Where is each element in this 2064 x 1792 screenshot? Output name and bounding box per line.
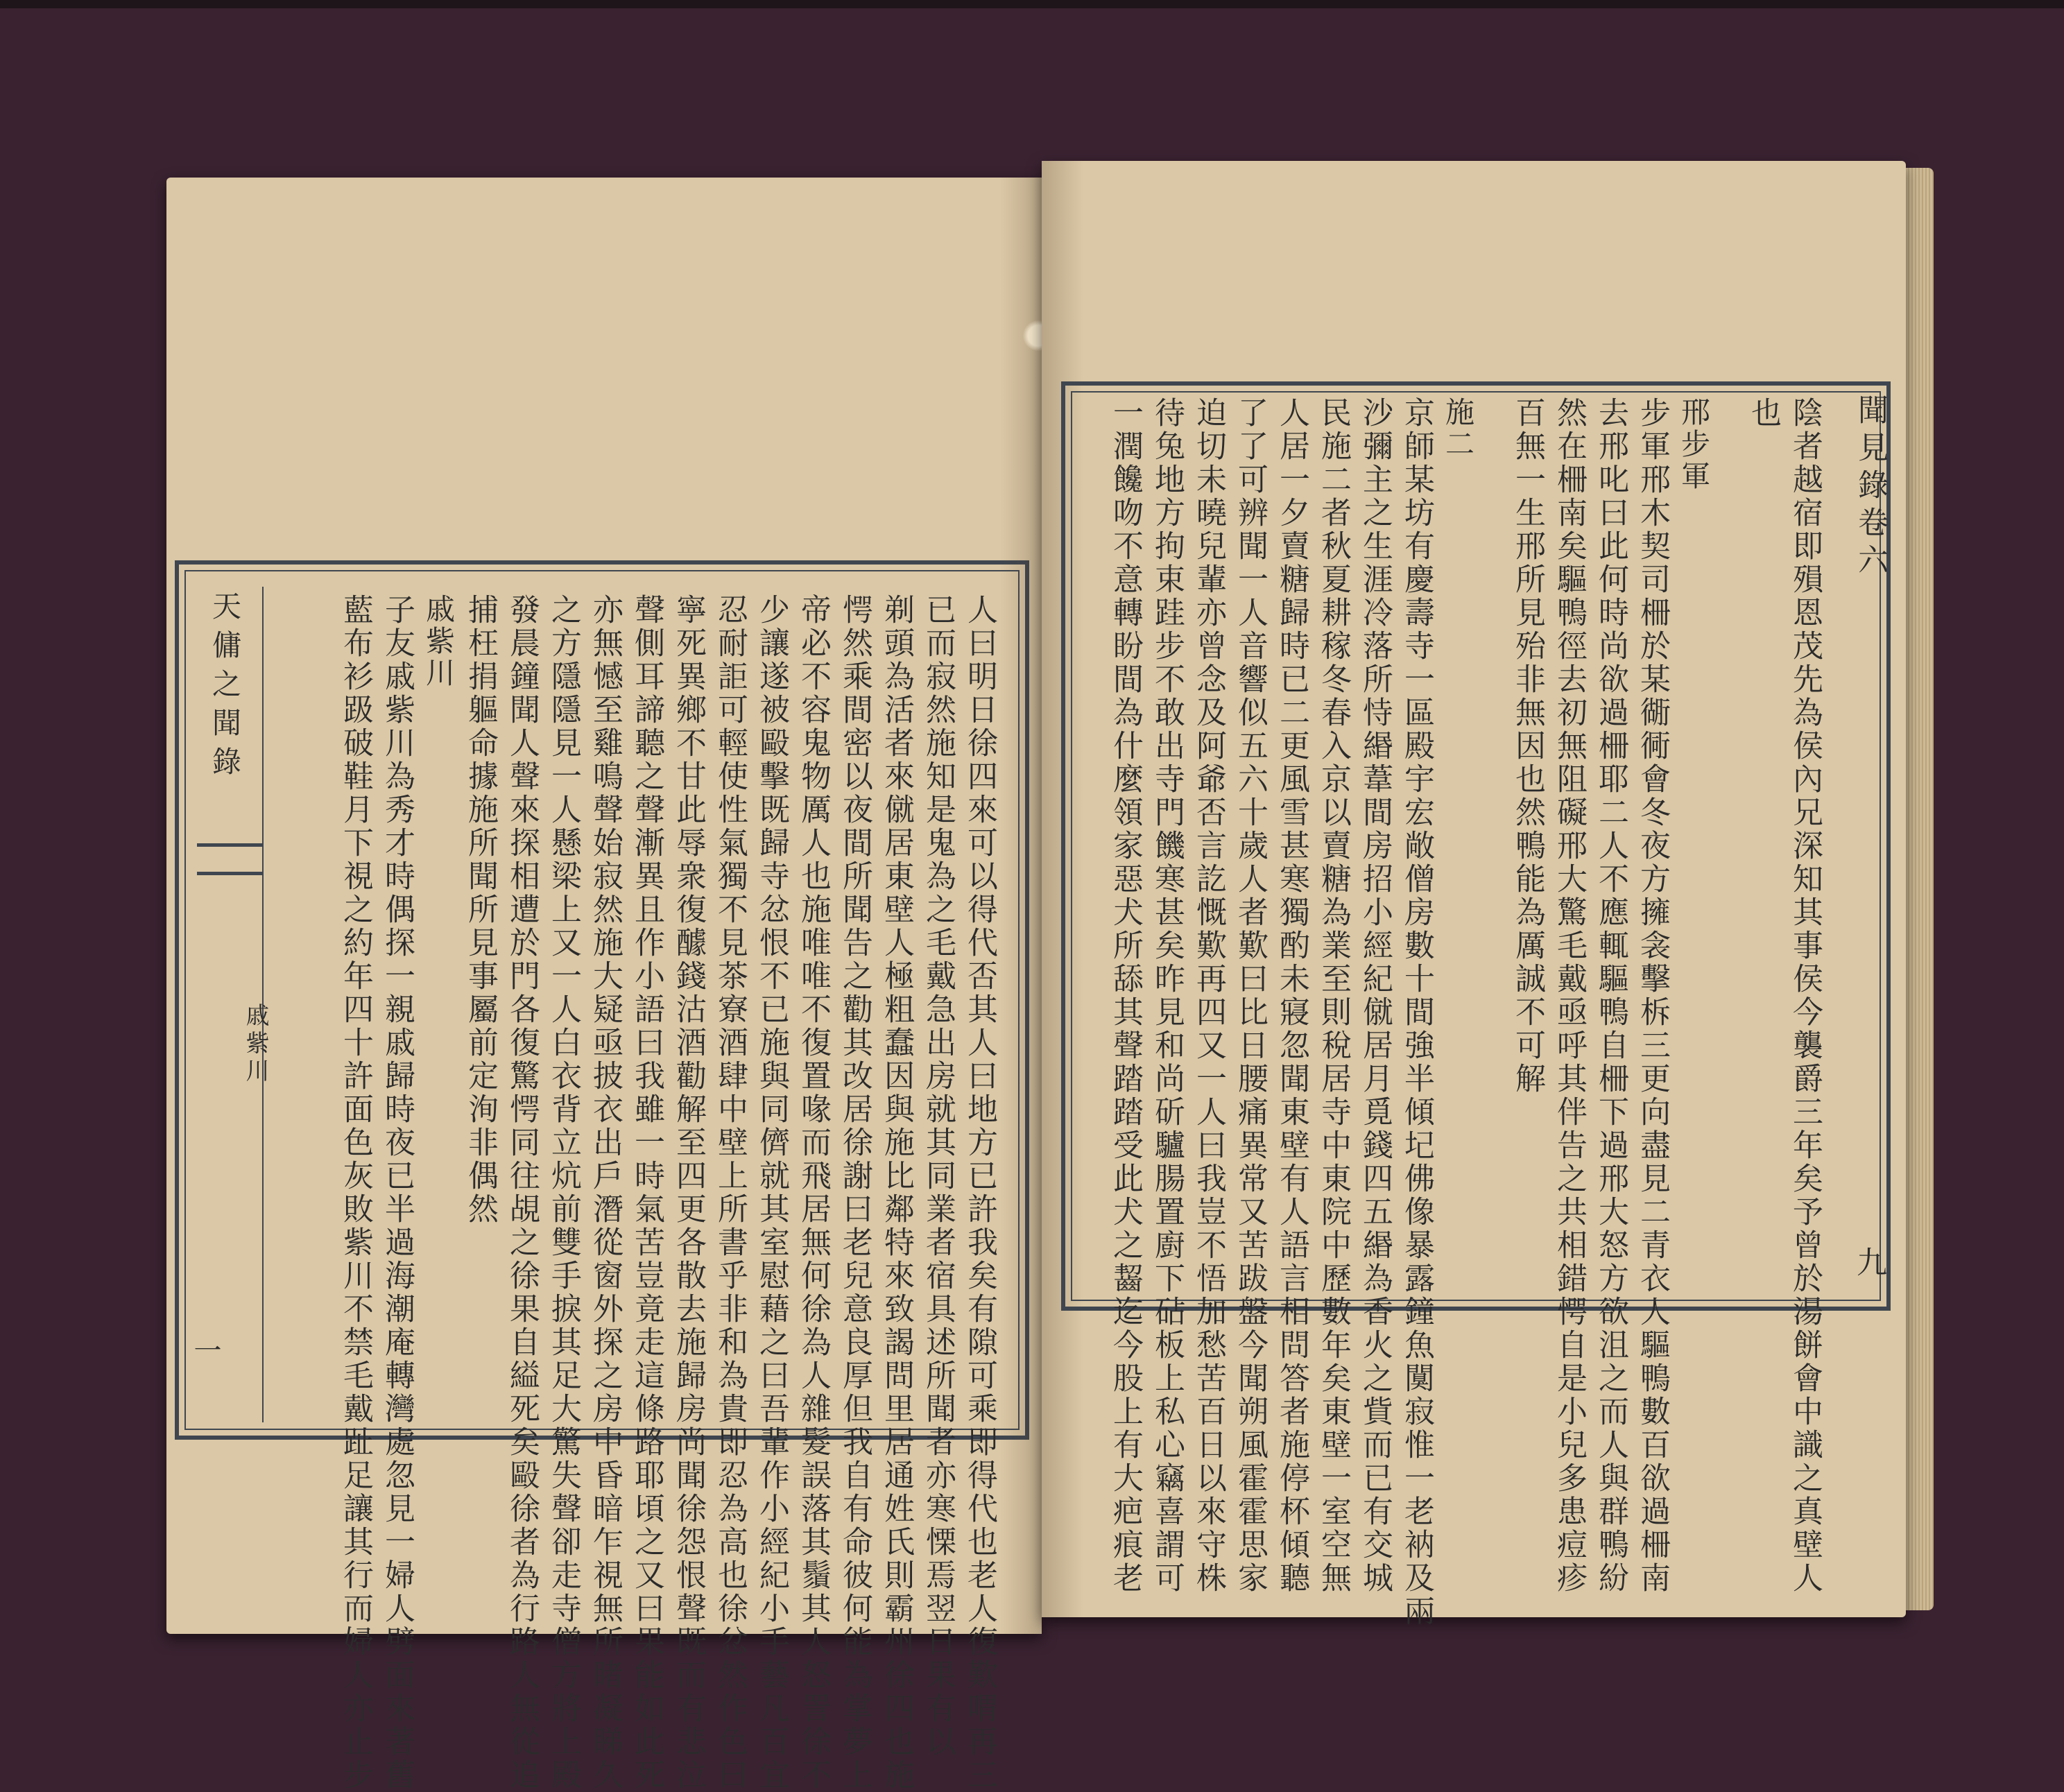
text-column: 去邢叱曰此何時尚欲過柵耶二人不應輒驅鴨自柵下過邢大怒方欲沮之而人與群鴨紛 [1593, 397, 1628, 1595]
fishtail-mark [197, 843, 264, 875]
text-column: 之方隱隱見一人懸梁上又一人白衣背立炕前雙手捩其足大驚失聲卻走寺僧方將上殿 [546, 594, 581, 1792]
text-column: 了了可辨聞一人音響似五六十歲人者歎曰比日腰痛異常又苦跋盤今聞朔風霍霍思家 [1232, 397, 1268, 1595]
text-column: 少讓遂被毆擊既歸寺忿恨不已施與同儕就其室慰藉之曰吾輩作小經紀小手藝凡百宜 [754, 594, 789, 1792]
margin-book-title: 聞見錄卷六 [1852, 394, 1888, 581]
margin-page-number: 一 [189, 1336, 221, 1363]
text-column: 一潤饞吻不意轉盼間為什麼領家惡犬所舔其聲踏踏受此犬之齧迄今股上有大疤痕老 [1108, 397, 1143, 1595]
open-book [166, 161, 1942, 1792]
text-column: 剃頭為活者來僦居東壁人極粗蠢因與施比鄰特來致謁問里居通姓氏則霸州徐四也施 [879, 594, 914, 1792]
text-column: 寧死異鄉不甘此辱衆復醵錢沽酒勸解至四更各散去施歸房尚聞徐怨恨聲既而有悲泣 [671, 594, 706, 1792]
text-column: 帝必不容鬼物厲人也施唯唯不復置喙而飛居無何徐為人雜髮誤落其鬚其人怒詈徐不 [796, 594, 831, 1792]
right-page [1042, 161, 1906, 1628]
text-column: 忍耐詎可輕使性氣獨不見茶寮酒肆中壁上所書乎非和為貴即忍為高也徐忿然作色曰 [712, 594, 748, 1792]
text-column: 民施二者秋夏耕稼冬春入京以賣糖為業至則稅居寺中東院中歷數年矣東壁一室空無 [1316, 397, 1351, 1595]
left-margin-strip [179, 587, 269, 1422]
right-margin-strip [1839, 390, 1888, 1291]
section-heading: 戚紫川 [422, 594, 456, 689]
text-column: 捕枉捐軀命據施所聞所見事屬前定洵非偶然 [463, 594, 498, 1226]
text-column: 迫切未曉兒輩亦曾念及阿爺否言訖慨歎再四又一人曰我豈不悟加愁苦百日以來守株 [1191, 397, 1226, 1595]
text-column: 陰者越宿即殞恩茂先為侯內兄深知其事侯今襲爵三年矣予曾於湯餅會中識之真壁人 [1787, 397, 1823, 1595]
margin-page-number: 九 [1851, 1246, 1886, 1277]
margin-subtitle: 戚紫川 [241, 1003, 269, 1086]
text-column: 也 [1746, 397, 1781, 430]
text-column: 愕然乘間密以夜間所聞告之勸其改居徐謝曰老兒意良厚但我自有命彼何能為掌夢上 [837, 594, 872, 1792]
text-column: 待兔地方拘束跬步不敢出寺門饑寒甚矣昨見和尚斫驢腸置廚下砧板上私心竊喜謂可 [1149, 397, 1185, 1595]
section-heading: 施二 [1441, 397, 1475, 460]
text-column: 已而寂然施知是鬼為之毛戴急出房就其同業者宿具述所聞者亦寒慄焉翌日果有以 [920, 594, 956, 1759]
text-column: 百無一生邢所見殆非無因也然鴨能為厲誠不可解 [1510, 397, 1545, 1096]
text-column: 人居一夕賣糖歸時已二更風雪甚寒獨酌未寢忽聞東壁有人語言相問答者施停杯傾聽 [1274, 397, 1309, 1595]
text-column: 京師某坊有慶壽寺一區殿宇宏敞僧房數十間強半傾圮佛像暴露鐘魚闃寂惟一老衲及兩 [1399, 397, 1434, 1628]
right-text-columns [1104, 397, 1825, 1628]
text-column: 步軍邢木契司柵於某衚衕會冬夜方擁衾擊柝三更向盡見二青衣人驅鴨數百欲過柵南 [1635, 397, 1670, 1595]
left-text-columns [338, 594, 1000, 1792]
text-column: 發晨鐘聞人聲來探相遭於門各復驚愕同往覘之徐果自縊死矣毆徐者為行路人無從追 [504, 594, 540, 1792]
text-column: 聲側耳諦聽之聲漸異且作小語曰我雖一時氣苦豈竟走這條路耶頃之又曰果能如此死 [629, 594, 664, 1792]
page-edges [1906, 168, 1934, 1610]
left-page [166, 178, 1042, 1792]
text-column: 亦無憾至雞鳴聲始寂然施大疑亟披衣出戶潛從窗外探之房中昏暗乍視無所睹凝睇久 [587, 594, 623, 1792]
text-column: 人曰明日徐四來可以得代否其人曰地方已許我矣有隙可乘即得代也老人復歎喟再三 [962, 594, 997, 1792]
text-column: 然在柵南矣驅鴨徑去初無阻礙邢大驚毛戴亟呼其伴告之共相錯愕自是小兒多患痘疹 [1551, 397, 1587, 1595]
margin-book-title: 天傭之聞錄 [208, 591, 242, 785]
section-heading: 邢步軍 [1677, 397, 1711, 492]
top-edge [0, 0, 2064, 8]
text-column: 沙彌主之生涯冷落所恃緡葦間房招小經紀僦居月覓錢四五緡為香火之貲而已有交城 [1357, 397, 1393, 1595]
text-column: 藍布衫趿破鞋月下視之約年四十許面色灰敗紫川不禁毛戴趾足讓其行而婦人亦止步 [338, 594, 373, 1792]
text-column: 子友戚紫川為秀才時偶探一親戚歸時夜已半過海潮庵轉灣處忽見一婦人劈面來著舊 [379, 594, 415, 1792]
